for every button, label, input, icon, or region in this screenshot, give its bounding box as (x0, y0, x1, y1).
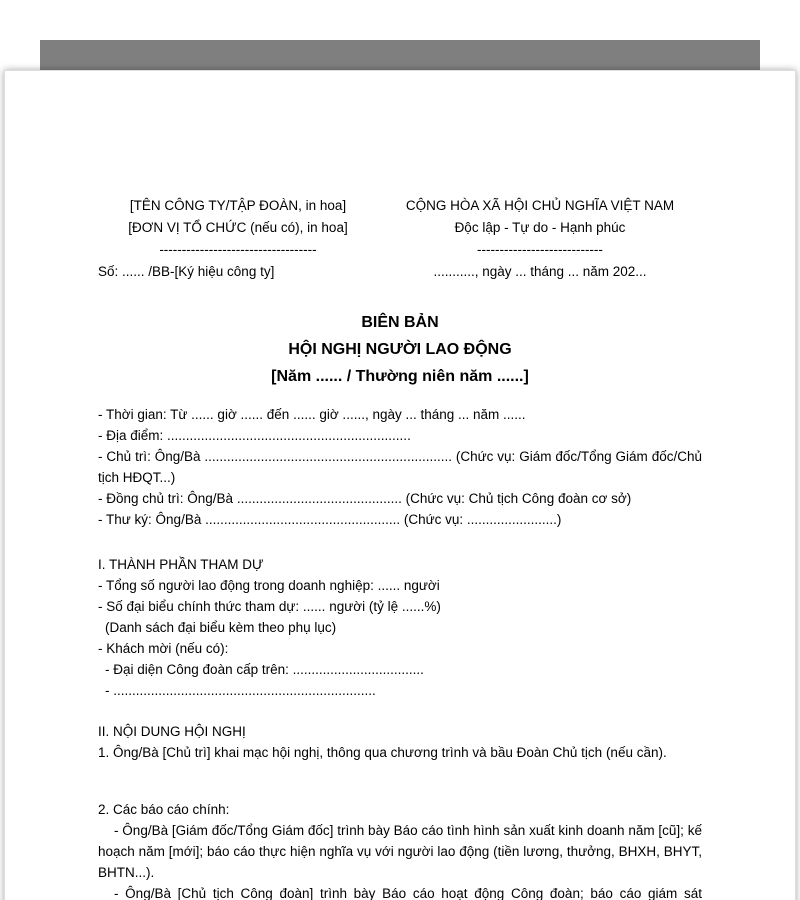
header-right-divider: ---------------------------- (477, 242, 603, 257)
document-page (4, 70, 796, 900)
date-place-line: ..........., ngày ... tháng ... năm 202... (433, 264, 647, 279)
co-chair-line: - Đồng chủ trì: Ông/Bà ............................................ (Chức vụ: Chủ tịch Công đoàn cơ sở) (98, 491, 632, 506)
company-name-placeholder: [TÊN CÔNG TY/TẬP ĐOÀN, in hoa] (129, 198, 347, 213)
guests-line: - Khách mời (nếu có): (98, 641, 229, 656)
total-workers-line: - Tổng số người lao động trong doanh nghiệp: ...... người (98, 578, 440, 593)
header-left-divider: ----------------------------------- (159, 242, 317, 257)
national-header: CỘNG HÒA XÃ HỘI CHỦ NGHĨA VIỆT NAM (405, 198, 675, 213)
document-header (98, 195, 702, 283)
toolbar-strip (40, 40, 760, 70)
document-number-line: Số: ...... /BB-[Ký hiệu công ty] (98, 264, 275, 279)
document-title (98, 309, 702, 390)
time-line: - Thời gian: Từ ...... giờ ...... đến ...... giờ ......, ngày ... tháng ... năm ...... (98, 407, 526, 422)
guest-blank-line: - ...................................................................... (105, 683, 376, 698)
title-line-2: HỘI NGHỊ NGƯỜI LAO ĐỘNG (288, 341, 512, 358)
union-report-paragraph: - Ông/Bà [Chủ tịch Công đoàn] trình bày Báo cáo hoạt động Công đoàn; báo cáo giám sát (114, 886, 702, 900)
agenda-item-2-heading: 2. Các báo cáo chính: (98, 802, 230, 817)
title-line-3: [Năm ...... / Thường niên năm ......] (271, 368, 529, 385)
secretary-line: - Thư ký: Ông/Bà .................................................... (Chức vụ: ........................) (98, 512, 562, 527)
title-line-1: BIÊN BẢN (361, 314, 439, 331)
section-2-heading: II. NỘI DUNG HỘI NGHỊ (98, 724, 246, 739)
agenda-item-1-line: 1. Ông/Bà [Chủ trì] khai mạc hội nghị, thông qua chương trình và bầu Đoàn Chủ tịch (nếu cần). (98, 745, 667, 760)
header-left-column (98, 195, 378, 283)
upper-union-rep-line: - Đại diện Công đoàn cấp trên: ................................... (105, 662, 424, 677)
section-1-heading: I. THÀNH PHẦN THAM DỰ (98, 557, 264, 572)
header-right-column (378, 195, 702, 283)
national-motto: Độc lập - Tự do - Hạnh phúc (454, 220, 626, 235)
delegates-count-line: - Số đại biểu chính thức tham dự: ...... người (tỷ lệ ......%) (98, 599, 441, 614)
delegate-list-note: (Danh sách đại biểu kèm theo phụ lục) (105, 620, 337, 635)
org-unit-placeholder: [ĐƠN VỊ TỔ CHỨC (nếu có), in hoa] (128, 220, 348, 235)
location-line: - Địa điểm: ................................................................. (98, 428, 411, 443)
document-body (98, 404, 702, 900)
director-report-paragraph: - Ông/Bà [Giám đốc/Tổng Giám đốc] trình bày Báo cáo tình hình sản xuất kinh doanh năm [cũ]; kế hoạch năm [mới]; báo cáo thực hiện nghĩa vụ với người lao động (tiền lương, thưởng, BHXH, BHYT, BHTN...). (98, 823, 702, 880)
chair-line: - Chủ trì: Ông/Bà .................................................................. (Chức vụ: Giám đốc/Tổng Giám đốc/Chủ tịch HĐQT...) (98, 449, 702, 485)
